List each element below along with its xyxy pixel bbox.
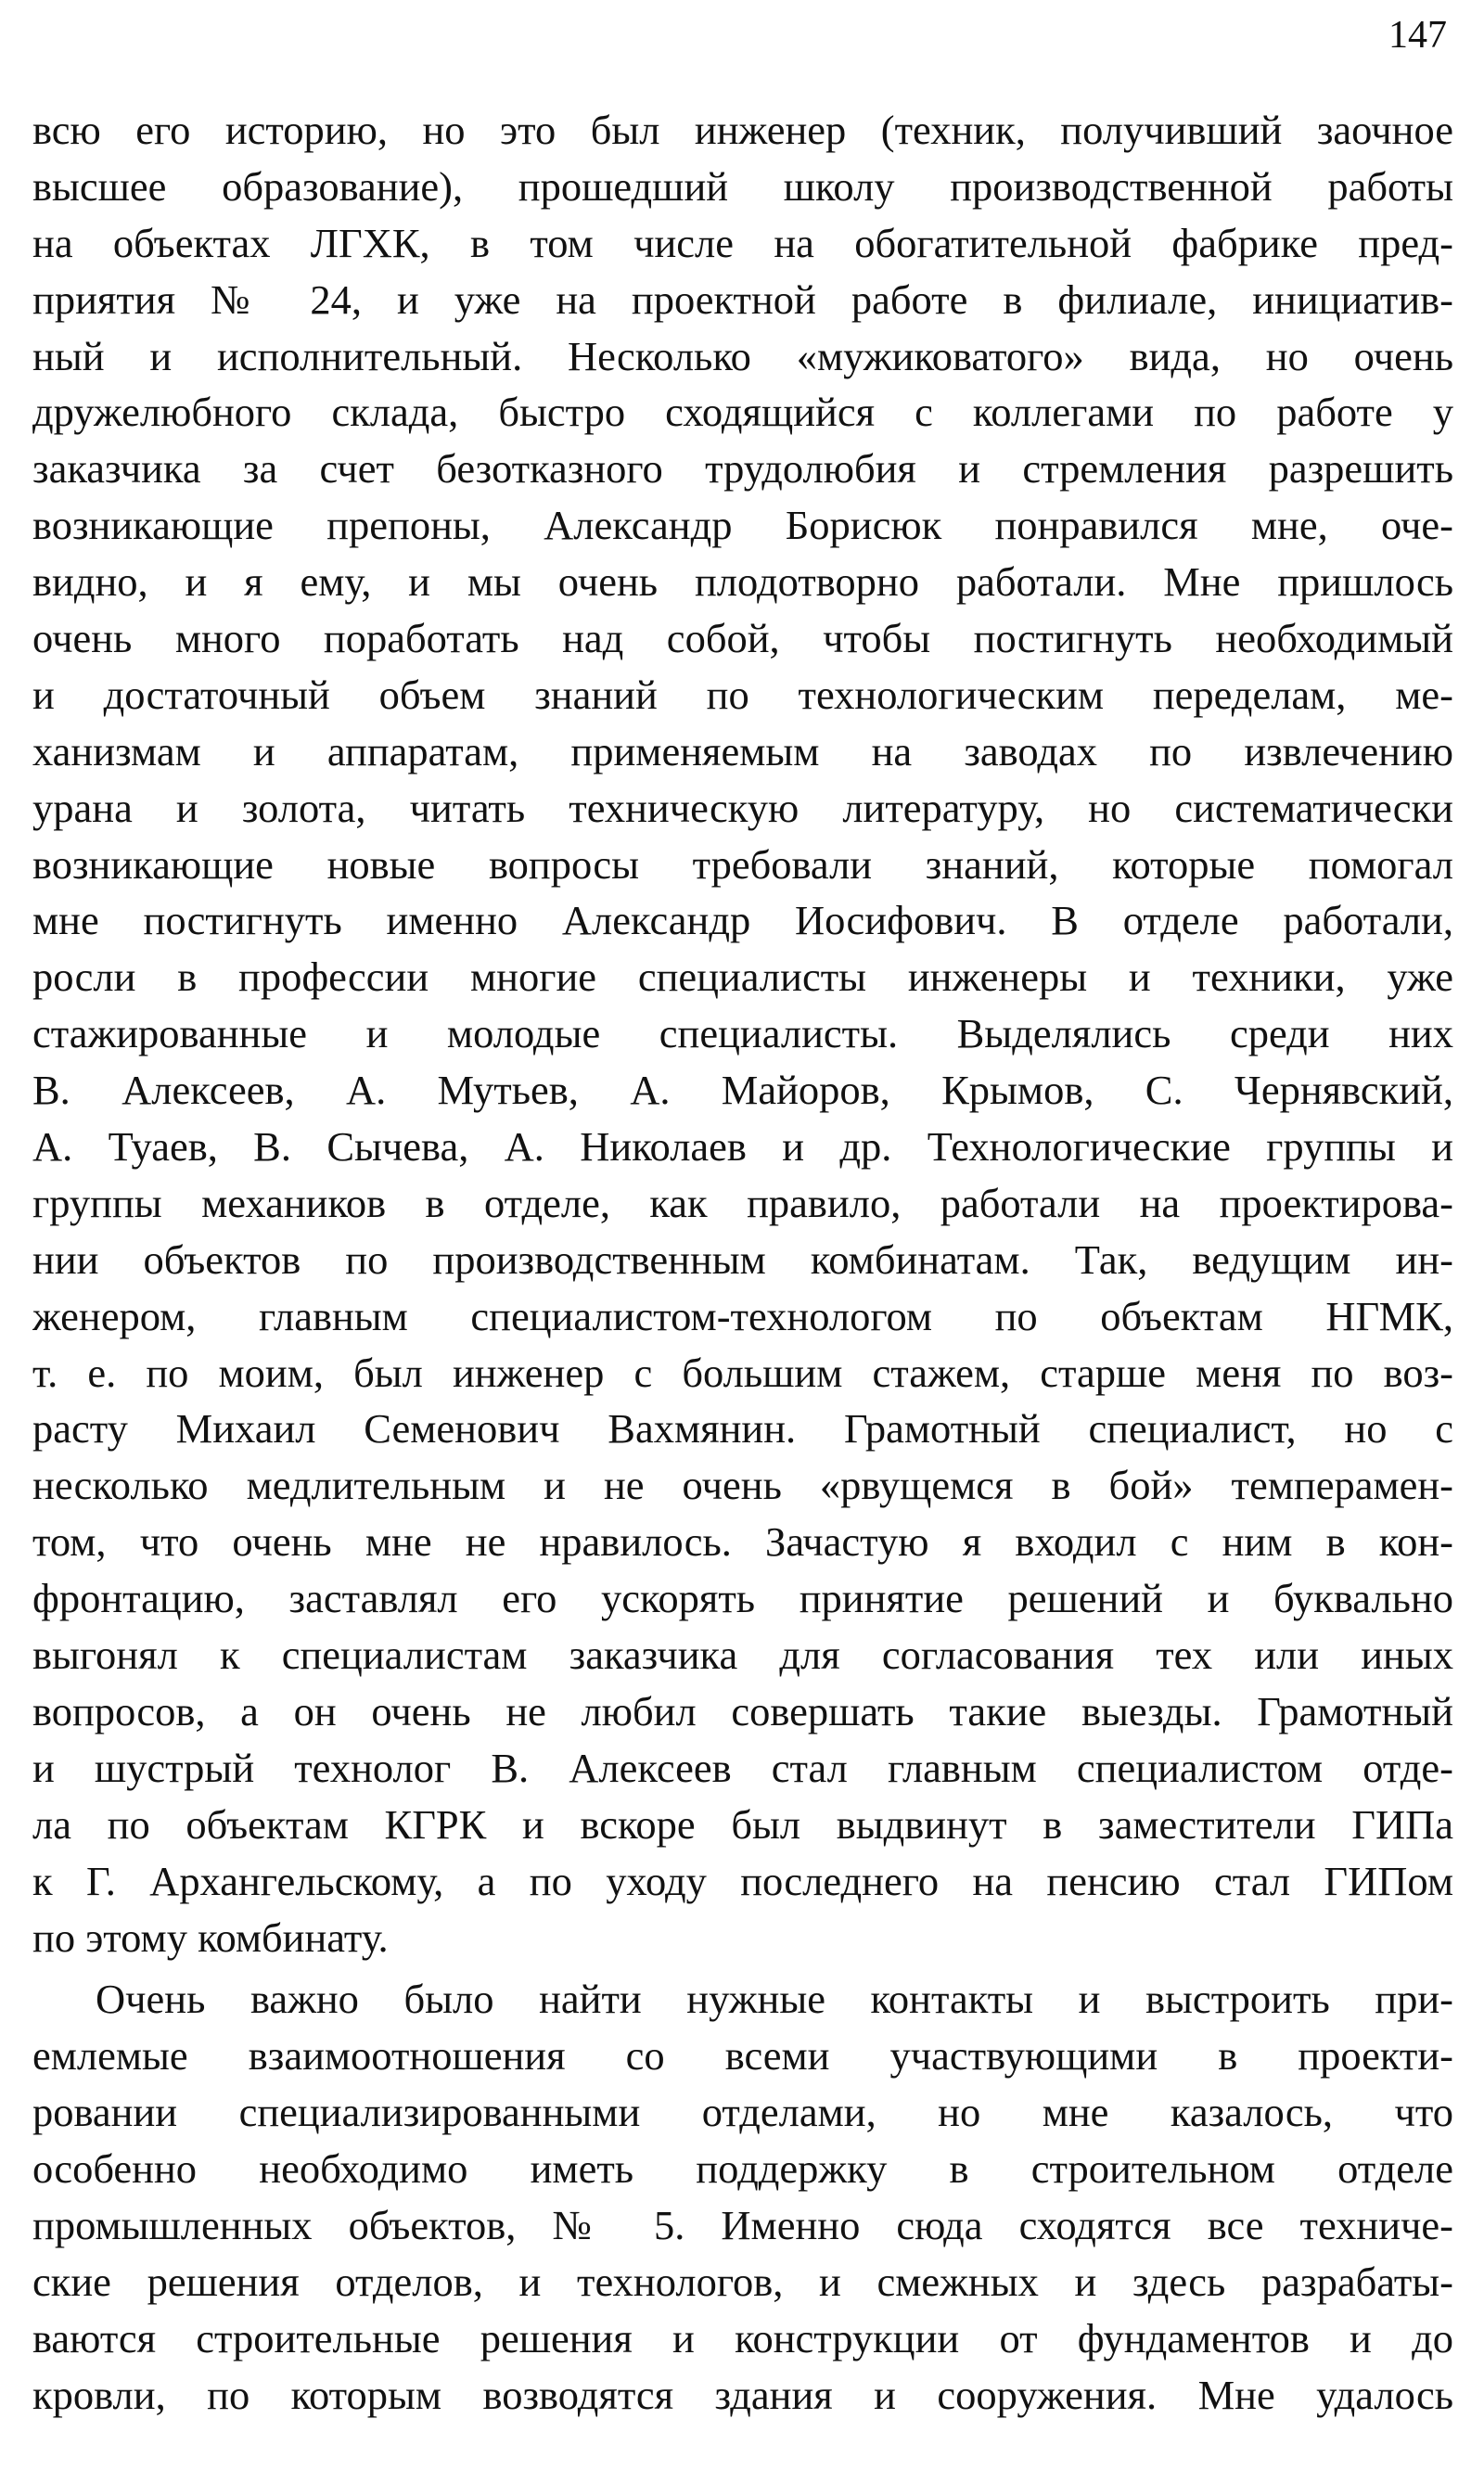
text-line: ровании специализированными отделами, но мне казалось, что bbox=[32, 2089, 1453, 2136]
text-line: заказчика за счет безотказного трудолюбия и стремления разрешить bbox=[32, 445, 1453, 493]
text-line: емлемые взаимоотношения со всеми участвующими в проекти- bbox=[32, 2032, 1453, 2080]
text-line: женером, главным специалистом-технологом по объектам НГМК, bbox=[32, 1292, 1453, 1339]
text-line: т. е. по моим, был инженер с большим стажем, старше меня по воз- bbox=[32, 1349, 1453, 1396]
text-line: по этому комбинату. bbox=[32, 1913, 389, 1961]
text-line: росли в профессии многие специалисты инженеры и техники, уже bbox=[32, 954, 1453, 1001]
text-line: стажированные и молодые специалисты. Выделялись среди них bbox=[32, 1010, 1453, 1057]
text-line: ваются строительные решения и конструкции от фундаментов и до bbox=[32, 2314, 1453, 2361]
text-line: высшее образование), прошедший школу производственной работы bbox=[32, 162, 1453, 210]
text-line: ские решения отделов, и технологов, и смежных и здесь разрабаты- bbox=[32, 2258, 1453, 2305]
text-line: расту Михаил Семенович Вахмянин. Грамотный специалист, но с bbox=[32, 1405, 1453, 1453]
text-line: фронтацию, заставлял его ускорять принятие решений и буквально bbox=[32, 1575, 1453, 1622]
text-line: вопросов, а он очень не любил совершать такие выезды. Грамотный bbox=[32, 1687, 1453, 1734]
text-line: В. Алексеев, А. Мутьев, А. Майоров, Крымов, С. Чернявский, bbox=[32, 1067, 1453, 1114]
text-line: группы механиков в отделе, как правило, работали на проектирова- bbox=[32, 1179, 1453, 1226]
text-line: мне постигнуть именно Александр Иосифович. В отделе работали, bbox=[32, 897, 1453, 944]
page-number: 147 bbox=[1388, 14, 1447, 57]
paragraph-2 bbox=[32, 1971, 1453, 2423]
text-line: ный и исполнительный. Несколько «мужиковатого» вида, но очень bbox=[32, 332, 1453, 379]
text-line: ханизмам и аппаратам, применяемым на заводах по извлечению bbox=[32, 727, 1453, 774]
text-line: и достаточный объем знаний по технологическим переделам, ме- bbox=[32, 671, 1453, 718]
text-line: промышленных объектов, № 5. Именно сюда сходятся все техниче- bbox=[32, 2201, 1453, 2248]
text-line: и шустрый технолог В. Алексеев стал главным специалистом отде- bbox=[32, 1744, 1453, 1791]
text-line: А. Туаев, В. Сычева, А. Николаев и др. Технологические группы и bbox=[32, 1123, 1453, 1171]
text-line: всю его историю, но это был инженер (техник, получивший заочное bbox=[32, 107, 1453, 153]
text-line: возникающие препоны, Александр Борисюк понравился мне, оче- bbox=[32, 502, 1453, 549]
paragraph-1 bbox=[32, 102, 1453, 1965]
text-line: приятия № 24, и уже на проектной работе в филиале, инициатив- bbox=[32, 275, 1453, 323]
text-line: возникающие новые вопросы требовали знаний, которые помогал bbox=[32, 840, 1453, 888]
text-line: кровли, по которым возводятся здания и сооружения. Мне удалось bbox=[32, 2371, 1453, 2418]
body-text bbox=[32, 102, 1453, 2424]
text-line: дружелюбного склада, быстро сходящийся с коллегами по работе у bbox=[32, 389, 1453, 436]
text-line: нии объектов по производственным комбинатам. Так, ведущим ин- bbox=[32, 1235, 1453, 1283]
text-line: видно, и я ему, и мы очень плодотворно работали. Мне пришлось bbox=[32, 558, 1453, 606]
text-line: выгонял к специалистам заказчика для согласования тех или иных bbox=[32, 1632, 1453, 1679]
text-line: к Г. Архангельскому, а по уходу последнего на пенсию стал ГИПом bbox=[32, 1857, 1453, 1904]
text-line: урана и золота, читать техническую литературу, но систематически bbox=[32, 784, 1453, 831]
text-line: том, что очень мне не нравилось. Зачастую я входил с ним в кон- bbox=[32, 1518, 1453, 1566]
text-line: на объектах ЛГХК, в том числе на обогатительной фабрике пред- bbox=[32, 219, 1453, 266]
text-line: Очень важно было найти нужные контакты и выстроить при- bbox=[96, 1976, 1453, 2023]
text-line: особенно необходимо иметь поддержку в строительном отделе bbox=[32, 2145, 1453, 2193]
text-line: очень много поработать над собой, чтобы постигнуть необходимый bbox=[32, 615, 1453, 662]
text-line: ла по объектам КГРК и вскоре был выдвинут в заместители ГИПа bbox=[32, 1800, 1453, 1848]
text-line: несколько медлительным и не очень «рвущемся в бой» темперамен- bbox=[32, 1462, 1453, 1509]
